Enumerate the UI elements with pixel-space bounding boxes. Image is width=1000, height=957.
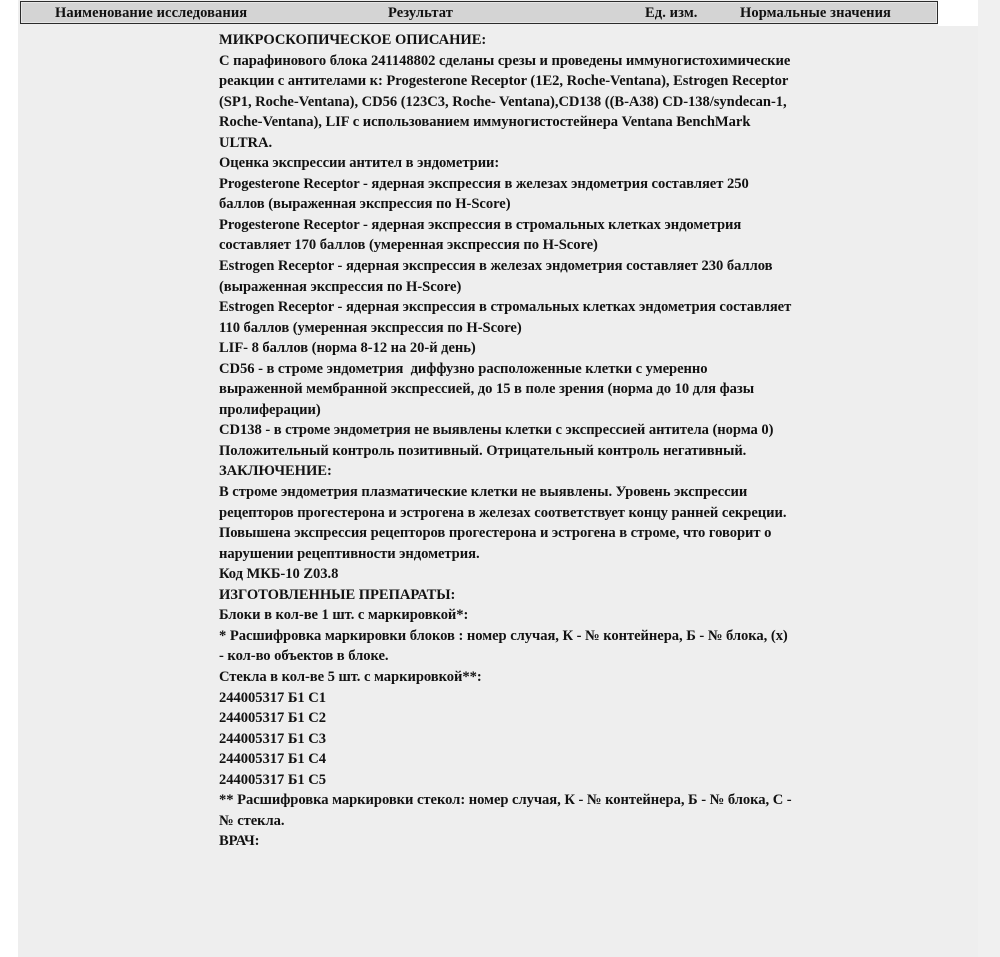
report-line: реакции с антителами к: Progesterone Receptor (1E2, Roche-Ventana), Estrogen Receptor xyxy=(219,73,789,90)
report-body xyxy=(219,30,933,852)
report-line: ВРАЧ: xyxy=(219,833,260,850)
report-line: В строме эндометрия плазматические клетки не выявлены. Уровень экспрессии xyxy=(219,484,748,501)
column-header-unit: Ед. изм. xyxy=(645,5,698,21)
report-line: пролиферации) xyxy=(219,401,321,418)
report-line: нарушении рецептивности эндометрия. xyxy=(219,545,480,562)
report-line: Повышена экспрессия рецепторов прогестерона и эстрогена в строме, что говорит о xyxy=(219,525,772,542)
report-line: * Расшифровка маркировки блоков : номер случая, К - № контейнера, Б - № блока, (х) xyxy=(219,627,788,644)
report-line: 244005317 Б1 С1 xyxy=(219,689,327,706)
report-line: LIF- 8 баллов (норма 8-12 на 20-й день) xyxy=(219,340,476,357)
report-line: ULTRA. xyxy=(219,134,273,151)
report-line: CD56 - в строме эндометрия диффузно расположенные клетки с умеренно xyxy=(219,360,708,377)
report-line: МИКРОСКОПИЧЕСКОЕ ОПИСАНИЕ: xyxy=(219,32,487,48)
report-line: Estrogen Receptor - ядерная экспрессия в стромальных клетках эндометрия составляет xyxy=(219,299,792,316)
report-line: № стекла. xyxy=(219,812,285,829)
report-line: Progesterone Receptor - ядерная экспрессия в стромальных клетках эндометрия xyxy=(219,216,742,233)
report-line: Положительный контроль позитивный. Отрицательный контроль негативный. xyxy=(219,442,747,459)
report-line: 244005317 Б1 С5 xyxy=(219,771,327,788)
report-line: Estrogen Receptor - ядерная экспрессия в железах эндометрия составляет 230 баллов xyxy=(219,258,773,275)
report-line: 244005317 Б1 С2 xyxy=(219,710,327,727)
report-line: - кол-во объектов в блоке. xyxy=(219,648,389,665)
report-line: (выраженная экспрессия по H-Score) xyxy=(219,278,462,295)
report-line: 110 баллов (умеренная экспрессия по H-Score) xyxy=(219,319,522,336)
report-line: ЗАКЛЮЧЕНИЕ: xyxy=(219,463,332,480)
report-line: CD138 - в строме эндометрия не выявлены клетки с экспрессией антитела (норма 0) xyxy=(219,422,774,439)
report-line: выраженной мембранной экспрессией, до 15 в поле зрения (норма до 10 для фазы xyxy=(219,381,755,398)
report-line: С парафинового блока 241148802 сделаны срезы и проведены иммуногистохимические xyxy=(219,52,791,69)
report-line: Блоки в кол-ве 1 шт. с маркировкой*: xyxy=(219,607,469,624)
report-line: 244005317 Б1 С3 xyxy=(219,730,327,747)
column-header-study-name: Наименование исследования xyxy=(55,5,248,21)
header-row-right-fill xyxy=(938,0,978,26)
column-header-normal-values: Нормальные значения xyxy=(740,5,891,21)
report-line: баллов (выраженная экспрессия по H-Score) xyxy=(219,196,511,213)
report-line: составляет 170 баллов (умеренная экспрессия по H-Score) xyxy=(219,237,598,254)
report-line: ** Расшифровка маркировки стекол: номер случая, К - № контейнера, Б - № блока, С - xyxy=(219,792,792,809)
report-line: Код МКБ-10 Z03.8 xyxy=(219,566,339,583)
report-line: Progesterone Receptor - ядерная экспрессия в железах эндометрия составляет 250 xyxy=(219,175,749,192)
report-line: Оценка экспрессии антител в эндометрии: xyxy=(219,155,500,172)
report-line: ИЗГОТОВЛЕННЫЕ ПРЕПАРАТЫ: xyxy=(219,586,456,603)
report-line: Roche-Ventana), LIF с использованием иммуногистостейнера Ventana BenchMark xyxy=(219,114,751,131)
report-line: (SP1, Roche-Ventana), CD56 (123C3, Roche- Ventana),CD138 ((B-A38) CD-138/syndecan-1, xyxy=(219,93,787,110)
page-right-gutter xyxy=(978,0,1000,957)
report-line: Стекла в кол-ве 5 шт. с маркировкой**: xyxy=(219,668,482,685)
column-header-result: Результат xyxy=(388,5,453,21)
report-line: рецепторов прогестерона и эстрогена в железах соответствует концу ранней секреции. xyxy=(219,504,787,521)
report-line: 244005317 Б1 С4 xyxy=(219,751,327,768)
results-table-header-row xyxy=(20,1,938,24)
